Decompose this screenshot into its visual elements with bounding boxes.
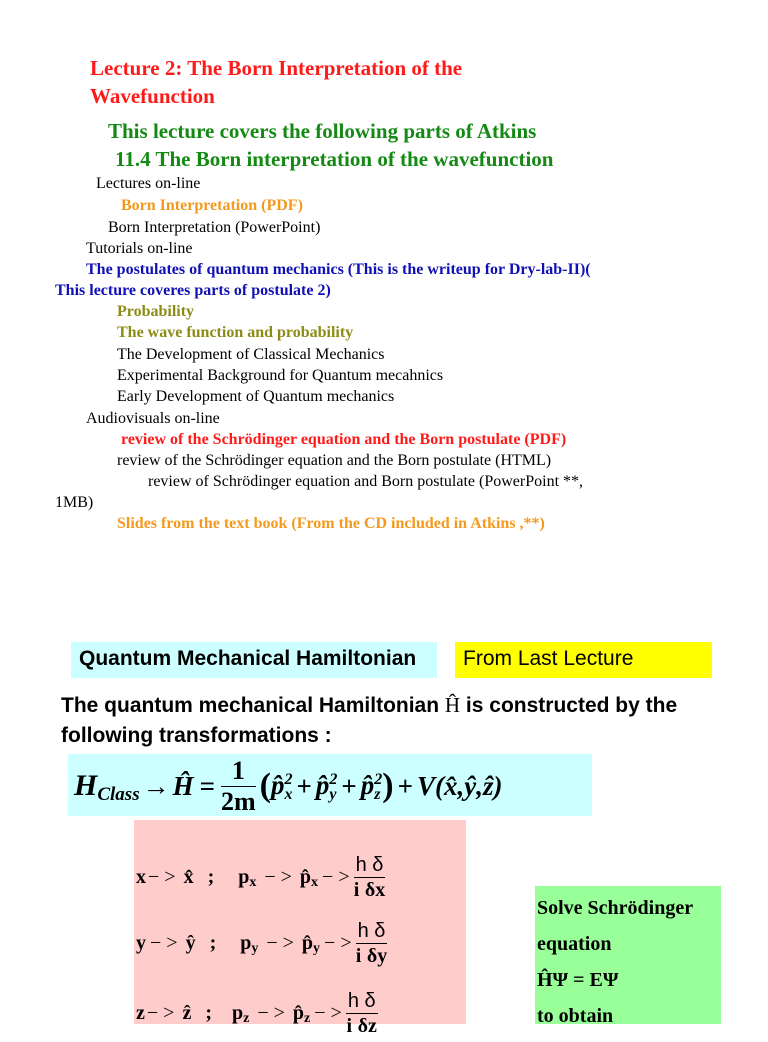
link-postulates[interactable]: The postulates of quantum mechanics (This is the writeup for Dry-lab-II)(	[86, 261, 591, 278]
link-probability[interactable]: Probability	[117, 303, 195, 320]
transform-y-fraction: $\frac{\text{h δ}}{\text{i δy}}$	[355, 919, 388, 967]
postulates-note: This lecture coveres parts of postulate 2)	[55, 282, 331, 299]
formula-frac-den: 2m	[221, 786, 256, 816]
formula-frac-num: 1	[221, 758, 256, 787]
transform-x-fraction: $\frac{\text{h δ}}{\text{i δx}}$	[353, 853, 386, 901]
formula-plus-3: +	[397, 770, 413, 801]
formula-Hhat: Ĥ	[172, 770, 194, 801]
link-born-interpretation-pdf[interactable]: Born Interpretation (PDF)	[121, 197, 303, 214]
solve-box-text	[537, 890, 693, 1034]
lecture-title-line1: Lecture 2: The Born Interpretation of the	[90, 56, 463, 80]
formula-V-args: (x̂,ŷ,ẑ)	[435, 770, 503, 801]
link-review-ppt[interactable]: review of Schrödinger equation and Born postulate (PowerPoint **,	[148, 473, 584, 490]
link-review-pdf[interactable]: review of the Schrödinger equation and the Born postulate (PDF)	[121, 431, 567, 448]
hamiltonian-intro-line2: following transformations :	[61, 724, 332, 747]
formula-rparen: )	[382, 767, 394, 804]
solve-line1: Solve Schrödinger	[537, 897, 694, 919]
formula-V: V	[417, 770, 436, 801]
hamiltonian-label: Quantum Mechanical Hamiltonian	[79, 647, 417, 670]
tutorials-online-heading: Tutorials on-line	[86, 240, 193, 257]
covers-heading	[108, 117, 553, 173]
link-textbook-slides[interactable]: Slides from the text book (From the CD included in Atkins ,**)	[117, 515, 545, 532]
lecture-title-line2: Wavefunction	[90, 84, 215, 108]
audiovisuals-heading: Audiovisuals on-line	[86, 410, 220, 427]
formula-fraction	[221, 755, 256, 816]
lecture-title	[90, 54, 462, 110]
formula-H: H	[74, 769, 98, 802]
covers-line2: 11.4 The Born interpretation of the wavefunction	[115, 147, 554, 171]
link-early-development[interactable]: Early Development of Quantum mechanics	[117, 388, 395, 405]
formula-plus-2: +	[341, 770, 357, 801]
covers-line1: This lecture covers the following parts of Atkins	[108, 119, 537, 143]
link-review-html[interactable]: review of the Schrödinger equation and the Born postulate (HTML)	[117, 452, 552, 469]
link-experimental-background[interactable]: Experimental Background for Quantum mecahnics	[117, 367, 444, 384]
transform-row-z: z − > ẑ ; p z − > p̂ z − > $\frac{\text{h δ}}{\text{i δz}}$	[136, 989, 377, 1037]
formula-eq: =	[199, 770, 215, 801]
review-ppt-size: 1MB)	[55, 494, 94, 511]
solve-equation: ĤΨ = EΨ	[537, 969, 619, 991]
solve-line2: equation	[537, 933, 612, 955]
formula-lparen: (	[259, 767, 271, 804]
hamiltonian-intro-line1: The quantum mechanical Hamiltonian Ĥ is constructed by the	[61, 693, 678, 717]
transform-z-fraction: $\frac{\text{h δ}}{\text{i δz}}$	[346, 989, 377, 1037]
formula-px: p̂ 2 x	[271, 769, 293, 804]
formula-class-sub: Class	[97, 784, 140, 805]
lectures-online-heading: Lectures on-line	[96, 175, 201, 192]
solve-line4: to obtain	[537, 1005, 614, 1027]
hamiltonian-formula	[74, 756, 503, 816]
link-born-interpretation-ppt[interactable]: Born Interpretation (PowerPoint)	[108, 219, 321, 236]
transform-row-y: y − > ŷ ; p y − > p̂ y − > $\frac{\text{h δ}}{\text{i δy}}$	[136, 919, 388, 967]
formula-plus-1: +	[296, 770, 312, 801]
from-last-lecture-label: From Last Lecture	[463, 647, 634, 670]
hamiltonian-intro	[61, 690, 677, 751]
formula-pz: p̂ 2 z	[360, 769, 383, 804]
formula-arrow: →	[142, 770, 170, 801]
transform-row-x: x − > x̂ ; p x − > p̂ x − > $\frac{\text{h δ}}{\text{i δx}}$	[136, 853, 386, 901]
link-wave-function-probability[interactable]: The wave function and probability	[117, 324, 354, 341]
formula-py: p̂ 2 y	[315, 769, 338, 804]
link-classical-mechanics[interactable]: The Development of Classical Mechanics	[117, 346, 385, 363]
